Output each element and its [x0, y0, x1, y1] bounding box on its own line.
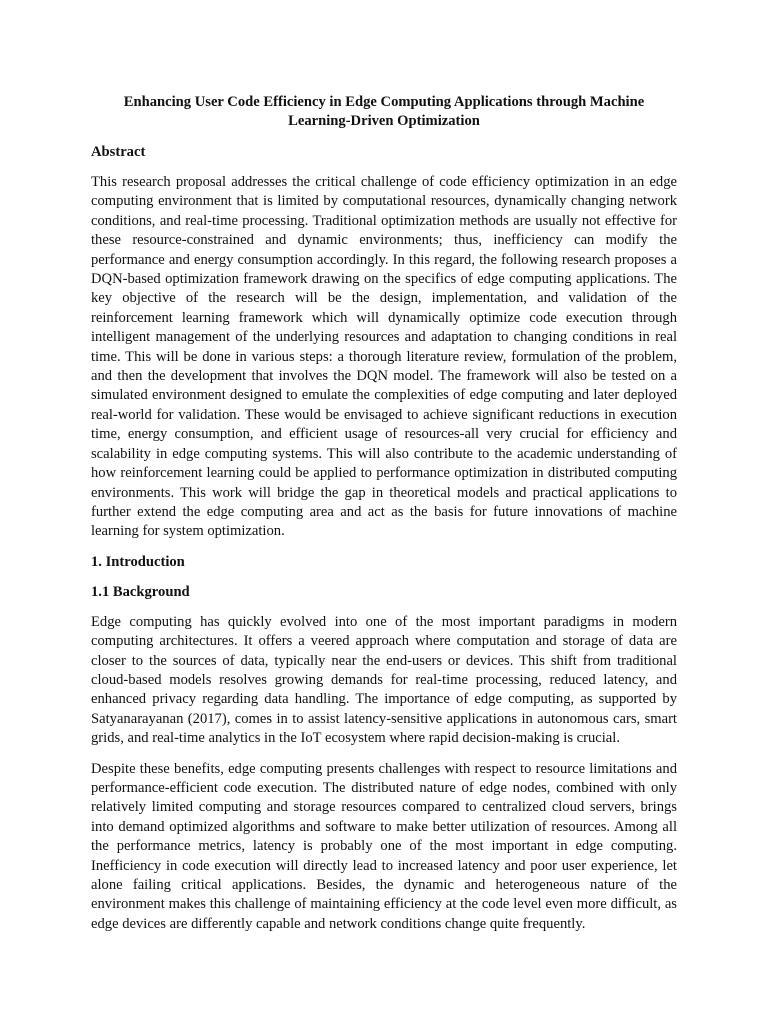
abstract-paragraph: This research proposal addresses the critical challenge of code efficiency optimization in an edge computing environment that is limited by computational resources, dynamically changing network conditions, and real-time processing. Traditional optimization methods are usually not effective for these resource-constrained and dynamic environments; thus, inefficiency can modify the performance and energy consumption accordingly. In this regard, the following research proposes a DQN-based optimization framework drawing on the specifics of edge computing applications. The key objective of the research will be the design, implementation, and validation of the reinforcement learning framework which will dynamically optimize code execution through intelligent management of the underlying resources and adaptation to changing conditions in real time. This will be done in various steps: a thorough literature review, formulation of the problem, and then the development that involves the DQN model. The framework will also be tested on a simulated environment designed to emulate the complexities of edge computing and later deployed real-world for validation. These would be envisaged to achieve significant reductions in execution time, energy consumption, and efficient usage of resources-all very crucial for efficiency and scalability in edge computing systems. This will also contribute to the academic understanding of how reinforcement learning could be applied to performance optimization in distributed computing environments. This work will bridge the gap in theoretical models and practical applications to further extend the edge computing area and act as the basis for future innovations of machine learning for system optimization. [91, 174, 677, 540]
document-title: Enhancing User Code Efficiency in Edge Computing Applications through Machine Learning-Driven Optimization [123, 94, 645, 129]
background-paragraph-1: Edge computing has quickly evolved into one of the most important paradigms in modern computing architectures. It offers a veered approach where computation and storage of data are closer to the sources of data, typically near the end-users or devices. This shift from traditional cloud-based models resolves growing demands for real-time processing, reduced latency, and enhanced privacy regarding data handling. The importance of edge computing, as supported by Satyanarayanan (2017), comes in to assist latency-sensitive applications in autonomous cars, smart grids, and real-time analytics in the IoT ecosystem where rapid decision-making is crucial. [91, 613, 677, 747]
document-page [91, 93, 677, 945]
abstract-heading: Abstract [91, 144, 146, 160]
subsection-heading-background: 1.1 Background [91, 583, 190, 600]
background-paragraph-2: Despite these benefits, edge computing presents challenges with respect to resource limitations and performance-efficient code execution. The distributed nature of edge nodes, combined with only relatively limited computing and storage resources compared to centralized cloud servers, brings into demand optimized algorithms and software to make better utilization of resources. Among all the performance metrics, latency is probably one of the most important in edge computing. Inefficiency in code execution will directly lead to increased latency and poor user experience, let alone failing critical applications. Besides, the dynamic and heterogeneous nature of the environment makes this challenge of maintaining efficiency at the code level even more difficult, as edge devices are differently capable and network conditions change quite frequently. [91, 760, 677, 932]
section-heading-introduction: 1. Introduction [91, 553, 185, 570]
